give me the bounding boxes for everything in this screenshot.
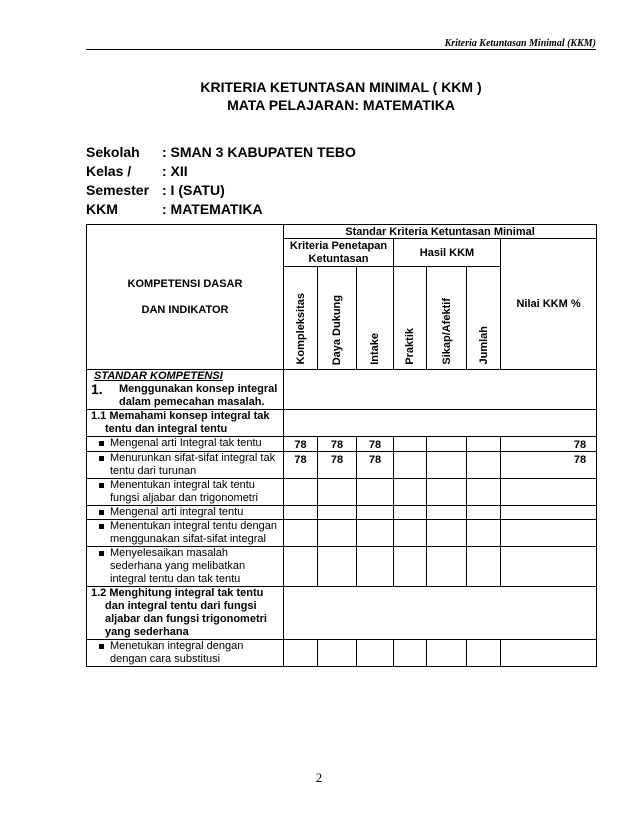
kd-empty-cell: [284, 410, 597, 437]
value-nilai-kkm: 78: [501, 452, 597, 479]
indicator-cell: [87, 479, 284, 506]
col-header-daya-dukung: Daya Dukung: [318, 267, 357, 370]
value-kompleksitas: 78: [284, 452, 318, 479]
info-row: [86, 181, 356, 200]
document-title: [86, 78, 596, 114]
bullet-icon: [99, 510, 104, 515]
sk-text: Menggunakan konsep integral dalam pemecahan masalah.: [119, 383, 278, 408]
bullet-icon: [99, 441, 104, 446]
col-header-jumlah: Jumlah: [467, 267, 501, 370]
school-info: [86, 143, 356, 219]
col-header-praktik: Praktik: [394, 267, 427, 370]
kd-row-cell: [87, 410, 284, 437]
value-sikap: [427, 437, 467, 452]
indicator-text: Menetukan integral dengan dengan cara substitusi: [110, 640, 244, 665]
info-row: [86, 143, 356, 162]
indicator-cell: [87, 452, 284, 479]
sk-empty-cell: [284, 370, 597, 410]
indicator-cell: [87, 547, 284, 587]
indicator-text: Mengenal arti integral tentu: [110, 506, 244, 518]
indicator-cell: [87, 437, 284, 452]
page-number: 2: [315, 770, 323, 785]
indicator-text: Menentukan integral tak tentu fungsi aljabar dan trigonometri: [110, 479, 258, 504]
info-label: Sekolah: [86, 144, 140, 160]
nilai-kkm-header: Nilai KKM %: [501, 239, 597, 370]
kd-empty-cell: [284, 587, 597, 640]
running-header: Kriteria Ketuntasan Minimal (KKM): [444, 38, 596, 49]
col-header-intake: Intake: [357, 267, 394, 370]
standar-kkm-header: Standar Kriteria Ketuntasan Minimal: [284, 225, 597, 239]
value-nilai-kkm: 78: [501, 437, 597, 452]
title-line-2: MATA PELAJARAN: MATEMATIKA: [227, 97, 455, 113]
info-label: Semester: [86, 182, 150, 198]
info-row: [86, 200, 356, 219]
indicator-text: Mengenal arti Integral tak tentu: [110, 437, 262, 449]
kd-row-cell: [87, 587, 284, 640]
indicator-cell: [87, 520, 284, 547]
value-jumlah: [467, 437, 501, 452]
bullet-icon: [99, 456, 104, 461]
info-value: : XII: [162, 163, 188, 179]
standar-kompetensi-label: STANDAR KOMPETENSI: [94, 370, 223, 382]
header-rule: [86, 49, 596, 50]
standar-kompetensi-cell: [87, 370, 284, 410]
indicator-header: DAN INDIKATOR: [141, 304, 229, 316]
value-intake: 78: [357, 452, 394, 479]
indicator-text: Menyelesaikan masalah sederhana yang melibatkan integral tentu dan tak tentu: [110, 547, 246, 585]
indicator-text: Menentukan integral tentu dengan menggunakan sifat-sifat integral: [110, 520, 277, 545]
kd-header-cell: [87, 225, 284, 370]
info-value: : SMAN 3 KABUPATEN TEBO: [162, 144, 356, 160]
indicator-text: Menurunkan sifat-sifat integral tak tentu dari turunan: [110, 452, 276, 477]
hasil-kkm-header: Hasil KKM: [394, 239, 501, 267]
bullet-icon: [99, 551, 104, 556]
bullet-icon: [99, 644, 104, 649]
info-value: : I (SATU): [162, 182, 225, 198]
value-jumlah: [467, 452, 501, 479]
title-line-1: KRITERIA KETUNTASAN MINIMAL ( KKM ): [200, 79, 482, 95]
value-praktik: [394, 437, 427, 452]
bullet-icon: [99, 524, 104, 529]
value-daya-dukung: 78: [318, 437, 357, 452]
bullet-icon: [99, 483, 104, 488]
kriteria-penetapan-header: Kriteria Penetapan Ketuntasan: [284, 239, 394, 267]
sk-number: 1.: [91, 381, 103, 397]
col-header-kompleksitas: Kompleksitas: [284, 267, 318, 370]
value-intake: 78: [357, 437, 394, 452]
kd-header: KOMPETENSI DASAR: [127, 278, 243, 290]
value-kompleksitas: 78: [284, 437, 318, 452]
kkm-table: [86, 224, 597, 667]
kd-1-1: 1.1 Memahami konsep integral tak tentu dan integral tentu: [91, 410, 270, 435]
kd-1-2: 1.2 Menghitung integral tak tentu dan integral tentu dari fungsi aljabar dan fungsi trigonometri yang sederhana: [91, 587, 267, 638]
info-label: KKM: [86, 201, 118, 217]
indicator-cell: [87, 640, 284, 667]
info-label: Kelas /: [86, 163, 132, 179]
value-daya-dukung: 78: [318, 452, 357, 479]
indicator-cell: [87, 506, 284, 520]
info-value: : MATEMATIKA: [162, 201, 263, 217]
value-sikap: [427, 452, 467, 479]
col-header-sikap-afektif: Sikap/Afektif: [427, 267, 467, 370]
info-row: [86, 162, 356, 181]
value-praktik: [394, 452, 427, 479]
